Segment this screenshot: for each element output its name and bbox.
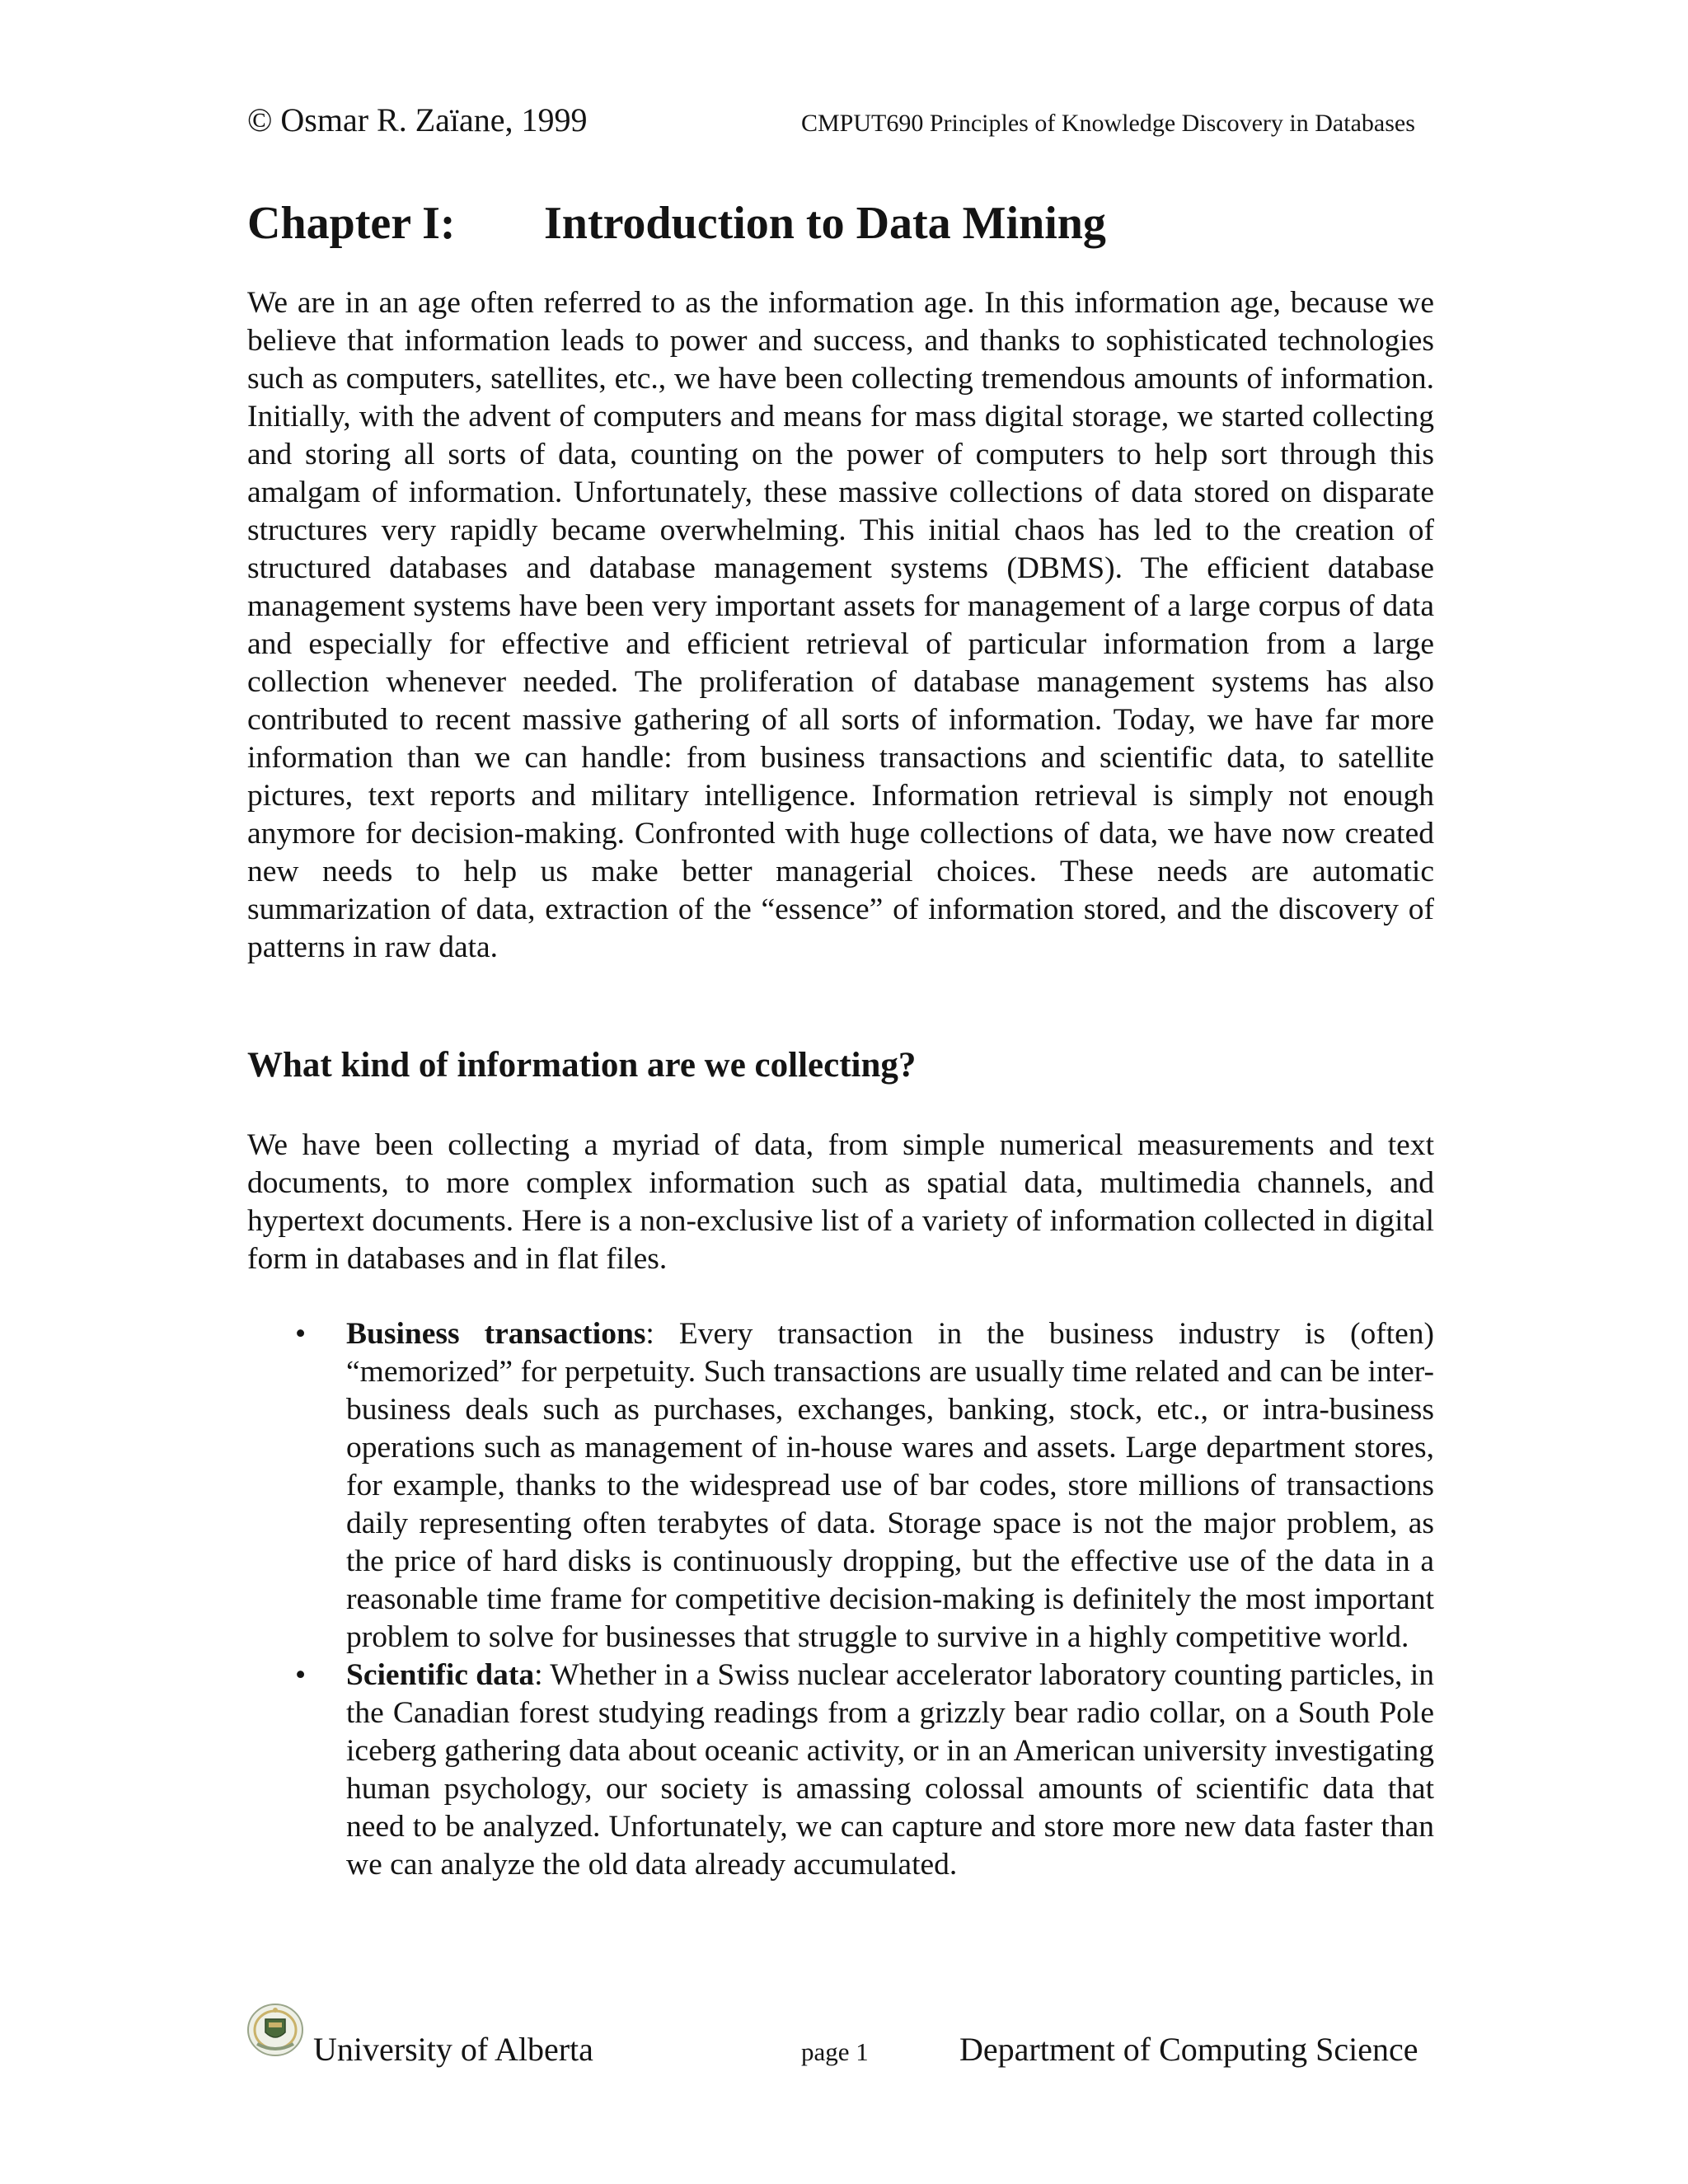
list-item-term: Scientific data [346,1658,535,1692]
list-item-text: : Every transaction in the business industry is (often) “memorized” for perpetuity. Such transactions are usually time related and can be inter-business deals such as purchases, exchanges, banking, stock, etc., or intra-business operations such as management of in-house wares and assets. Large department stores, for example, thanks to the widespread use of bar codes, store millions of transactions daily representing often terabytes of data. Storage space is not the major problem, as the price of hard disks is continuously dropping, but the effective use of the data in a reasonable time frame for competitive decision-making is definitely the most important problem to solve for businesses that struggle to survive in a highly competitive world. [346,1317,1435,1654]
university-seal-icon [246,2003,305,2059]
footer-department: Department of Computing Science [959,2031,1418,2068]
list-item-text: : Whether in a Swiss nuclear accelerator laboratory counting particles, in the Canadian forest studying readings from a grizzly bear radio collar, on a South Pole iceberg gathering data about oceanic activity, or in an American university investigating human psychology, our society is amassing colossal amounts of scientific data that need to be analyzed. Unfortunately, we can capture and store more new data faster than we can analyze the old data already accumulated. [346,1658,1434,1882]
bullet-marker: • [295,1317,307,1351]
chapter-title: Introduction to Data Mining [544,198,1106,249]
information-list [295,1315,1435,1884]
footer-university: University of Alberta [313,2031,593,2068]
bullet-marker: • [295,1658,307,1692]
header-copyright: © Osmar R. Zaïane, 1999 [247,101,588,138]
header-course-title: CMPUT690 Principles of Knowledge Discovery in Databases [801,110,1415,137]
list-item [295,1315,1435,1657]
chapter-heading [247,196,1106,251]
footer-page-number: page 1 [801,2037,869,2066]
section-heading: What kind of information are we collecting? [247,1046,917,1085]
intro-paragraph: We are in an age often referred to as the information age. In this information age, because we believe that information leads to power and success, and thanks to sophisticated technologies such as computers, satellites, etc., we have been collecting tremendous amounts of information. Initially, with the advent of computers and means for mass digital storage, we started collecting and storing all sorts of data, counting on the power of computers to help sort through this amalgam of information. Unfortunately, these massive collections of data stored on disparate structures very rapidly became overwhelming. This initial chaos has led to the creation of structured databases and database management systems (DBMS). The efficient database management systems have been very important assets for management of a large corpus of data and especially for effective and efficient retrieval of particular information from a large collection whenever needed. The proliferation of database management systems has also contributed to recent massive gathering of all sorts of information. Today, we have far more information than we can handle: from business transactions and scientific data, to satellite pictures, text reports and military intelligence. Information retrieval is simply not enough anymore for decision-making. Confronted with huge collections of data, we have now created new needs to help us make better managerial choices. These needs are automatic summarization of data, extraction of the “essence” of information stored, and the discovery of patterns in raw data. [247,286,1434,964]
list-item [295,1657,1434,1884]
chapter-label: Chapter I: [247,198,456,249]
section-paragraph: We have been collecting a myriad of data, from simple numerical measurements and text documents, to more complex information such as spatial data, multimedia channels, and hypertext documents. Here is a non-exclusive list of a variety of information collected in digital form in databases and in flat files. [247,1128,1434,1276]
list-item-term: Business transactions [346,1317,646,1351]
